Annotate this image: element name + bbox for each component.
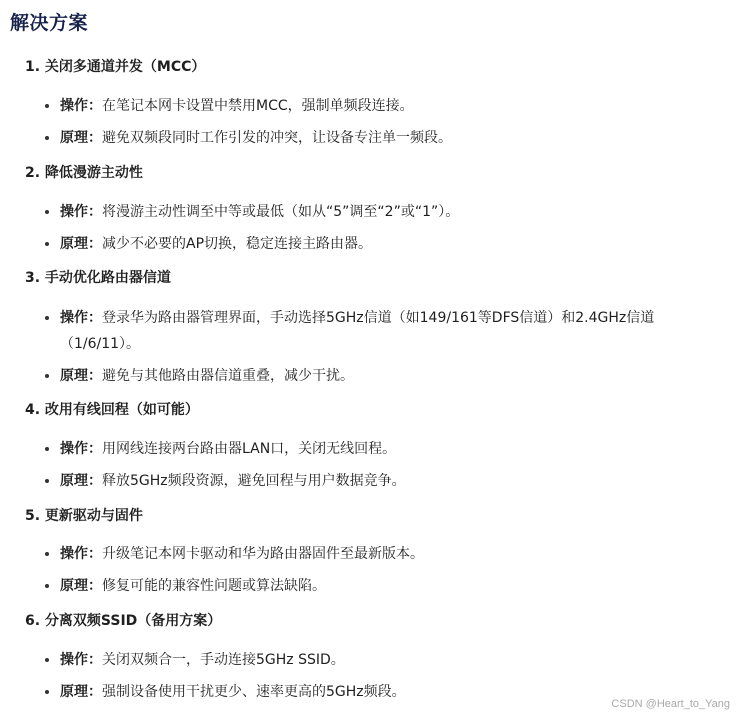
list-item — [44, 125, 709, 151]
section-heading: 3. 手动优化路由器信道 — [25, 270, 171, 286]
list-item — [44, 541, 709, 567]
item-label: 原理： — [60, 684, 102, 700]
list-item — [44, 679, 709, 705]
item-text: 避免双频段同时工作引发的冲突，让设备专注单一频段。 — [102, 130, 452, 146]
list-item — [44, 647, 709, 673]
item-text: 释放5GHz频段资源，避免回程与用户数据竞争。 — [102, 473, 406, 489]
list-item — [44, 305, 709, 357]
item-text: 关闭双频合一，手动连接5GHz SSID。 — [102, 652, 345, 668]
item-text: 将漫游主动性调至中等或最低（如从“5”调至“2”或“1”）。 — [102, 204, 460, 220]
bullet-dot-icon — [45, 479, 49, 483]
bullet-dot-icon — [45, 447, 49, 451]
item-text: 减少不必要的AP切换，稳定连接主路由器。 — [102, 236, 373, 252]
section-heading: 6. 分离双频SSID（备用方案） — [25, 613, 222, 629]
item-label: 操作： — [60, 98, 102, 114]
item-label: 操作： — [60, 441, 102, 457]
page-title: 解决方案 — [10, 12, 89, 34]
bullet-dot-icon — [45, 584, 49, 588]
bullet-dot-icon — [45, 104, 49, 108]
bullet-dot-icon — [45, 316, 49, 320]
list-item — [44, 468, 709, 494]
item-label: 操作： — [60, 310, 102, 326]
list-item — [44, 93, 709, 119]
bullet-dot-icon — [45, 210, 49, 214]
item-text: 修复可能的兼容性问题或算法缺陷。 — [102, 578, 326, 594]
list-item — [44, 573, 709, 599]
item-text: 用网线连接两台路由器LAN口，关闭无线回程。 — [102, 441, 397, 457]
list-item — [44, 436, 709, 462]
item-text: 在笔记本网卡设置中禁用MCC，强制单频段连接。 — [102, 98, 414, 114]
section-heading: 1. 关闭多通道并发（MCC） — [25, 59, 206, 75]
csdn-watermark: CSDN @Heart_to_Yang — [611, 698, 730, 710]
bullet-dot-icon — [45, 242, 49, 246]
item-label: 操作： — [60, 546, 102, 562]
item-label: 原理： — [60, 130, 102, 146]
item-label: 操作： — [60, 652, 102, 668]
list-item — [44, 363, 709, 389]
bullet-dot-icon — [45, 658, 49, 662]
item-text: 登录华为路由器管理界面，手动选择5GHz信道（如149/161等DFS信道）和2.4GHz信道（1/6/11）。 — [60, 310, 655, 352]
section-heading: 4. 改用有线回程（如可能） — [25, 402, 199, 418]
bullet-dot-icon — [45, 690, 49, 694]
section-heading: 5. 更新驱动与固件 — [25, 508, 143, 524]
bullet-dot-icon — [45, 136, 49, 140]
item-label: 操作： — [60, 204, 102, 220]
item-text: 避免与其他路由器信道重叠，减少干扰。 — [102, 368, 354, 384]
item-label: 原理： — [60, 473, 102, 489]
item-label: 原理： — [60, 578, 102, 594]
item-label: 原理： — [60, 368, 102, 384]
bullet-dot-icon — [45, 374, 49, 378]
list-item — [44, 231, 709, 257]
item-label: 原理： — [60, 236, 102, 252]
bullet-dot-icon — [45, 552, 49, 556]
list-item — [44, 199, 709, 225]
item-text: 升级笔记本网卡驱动和华为路由器固件至最新版本。 — [102, 546, 424, 562]
section-heading: 2. 降低漫游主动性 — [25, 165, 143, 181]
item-text: 强制设备使用干扰更少、速率更高的5GHz频段。 — [102, 684, 406, 700]
